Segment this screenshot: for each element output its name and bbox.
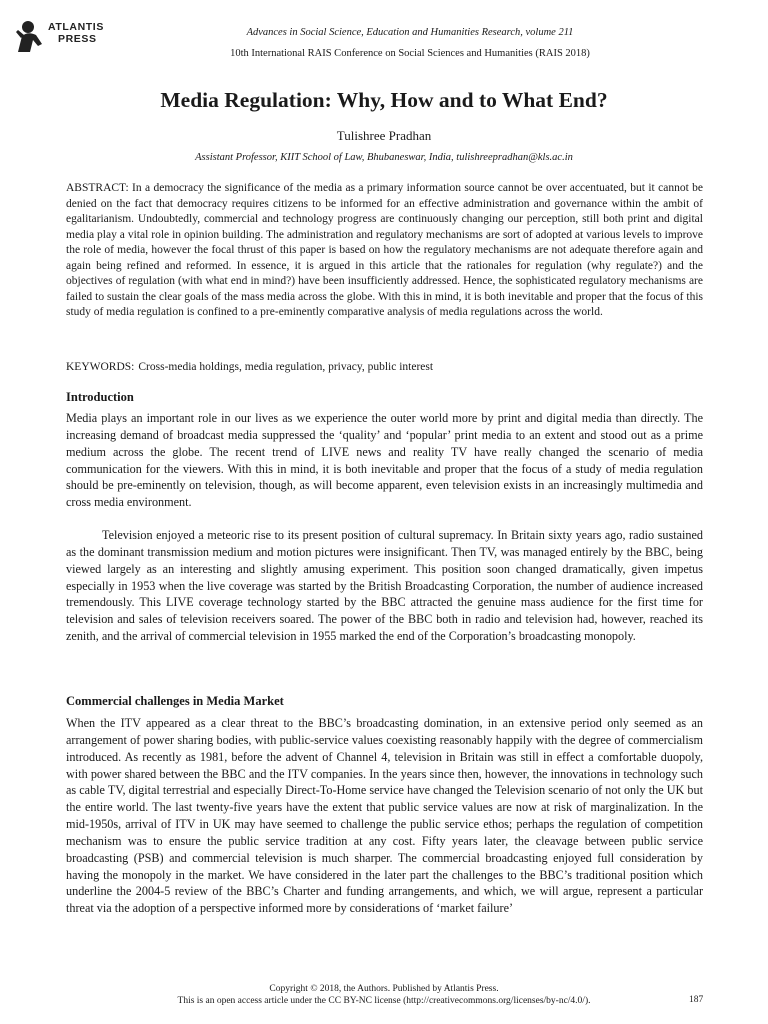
license-notice: This is an open access article under the CC BY-NC license (http://creativecommons.org/licenses/by-nc/4.0/). — [177, 996, 591, 1006]
paragraph-commercial-1: When the ITV appeared as a clear threat to the BBC’s broadcasting domination, in an extensive period only seemed as an arrangement of power sharing bodies, with public-service values coexisting reasonably happily with the degree of commercialism introduced. As recently as 1981, before the advent of Channel 4, television in Britain was still in effect a comfortable duopoly, with power shared between the BBC and the ITV companies. In the years since then, however, the innovations in technology such as cable TV, digital terrestrial and especially Direct-To-Home service have changed the Television scenario of not only the UK but the entire world. The last twenty-five years have the extent that public service values are now at risk of marginalization. In the mid-1950s, arrival of ITV in UK may have seemed to challenge the public service ethos; perhaps the regulation of competition mechanism was to ensure the public service tradition at any cost. Fifty years later, the cleavage between public service broadcasting (PSB) and commercial television is much sharper. The commercial broadcasting enjoyed full consideration by having the monopoly in the market. We have considered in the later part the challenges to the BBC’s traditional position which underline the 2004-5 review of the BBC’s Charter and funding arrangements, and which, we will argue, represent a particular threat via the adoption of a perspective informed more by considerations of ‘market failure’ — [66, 716, 703, 916]
keywords-label: KEYWORDS: — [66, 361, 135, 373]
abstract: ABSTRACT: In a democracy the significance of the media as a primary information source cannot be over accentuated, but it cannot be denied on the fact that democracy requires citizens to be informed for an effective administration and governance within the ambit of egalitarianism. Undoubtedly, commercial and technology progress are continuously changing our perception, still both print and digital media play a vital role in opinion building. The administration and regulatory mechanisms are sort of adopted at various levels to improve the role of media, however the focal thrust of this paper is based on how the regulatory mechanisms are not adequate therefore again and again being refined and reformed. In essence, it is argued in this article that the rationales for regulation (why regulate?) and the objectives of regulation (with what end in mind?) have been insufficiently addressed. Hence, the sophisticated regulatory mechanisms are failed to sustain the clear goals of the mass media across the globe. With this in mind, it is both inevitable and proper that the focus of this study of media regulation is confined to a pre-eminently comparative analysis of media regulations across the world. — [66, 182, 703, 319]
paragraph-introduction-2: Television enjoyed a meteoric rise to its present position of cultural supremacy. In Britain sixty years ago, radio sustained as the dominant transmission medium and motion pictures were insignificant. Then TV, was managed entirely by the BBC, being viewed largely as an interesting and slightly amusing experiment. This position soon changed dramatically, given impetus especially in 1953 when the live coverage was started by the British Broadcasting Corporation, the number of audience increased tremendously. This LIVE coverage technology started by the BBC attracted the genuine mass audience for the first time for television and sales of television receivers soared. The power of the BBC both in radio and television had, however, reached its zenith, and the arrival of commercial television in 1955 marked the end of the Corporation’s broadcasting monopoly. — [66, 528, 703, 644]
publisher-logo — [16, 18, 116, 58]
author-name: Tulishree Pradhan — [336, 128, 432, 143]
section-heading-introduction: Introduction — [66, 390, 134, 404]
page-number: 187 — [689, 995, 704, 1005]
author-affiliation: Assistant Professor, KIIT School of Law, Bhubaneswar, India, tulishreepradhan@kls.ac.in — [195, 152, 573, 163]
conference-title: 10th International RAIS Conference on Social Sciences and Humanities (RAIS 2018) — [230, 48, 590, 59]
copyright-notice: Copyright © 2018, the Authors. Published by Atlantis Press. — [269, 984, 499, 994]
paragraph-introduction-1: Media plays an important role in our lives as we experience the outer world more by print and digital media than directly. The increasing demand of broadcast media suppressed the ‘quality’ and ‘popular’ print media to an extent and stood out as a prime medium across the globe. The recent trend of LIVE news and reality TV have really changed the scenario of media communication for the viewers. With this in mind, it is both inevitable and proper that the focus of a study of media regulation should be pre-eminently on television, though, as will become apparent, even television exists in an increasingly multimedia and cross media environment. — [66, 411, 703, 510]
atlantis-press-logo-icon — [16, 18, 46, 54]
keywords-list: Cross-media holdings, media regulation, privacy, public interest — [138, 361, 434, 373]
logo-text-line2: PRESS — [58, 33, 97, 45]
footer — [100, 983, 668, 1007]
keywords — [66, 360, 703, 375]
journal-title: Advances in Social Science, Education and Humanities Research, volume 211 — [246, 27, 574, 38]
article-title: Media Regulation: Why, How and to What End? — [160, 88, 608, 112]
section-heading-commercial: Commercial challenges in Media Market — [66, 694, 284, 708]
logo-text-line1: ATLANTIS — [48, 21, 104, 33]
